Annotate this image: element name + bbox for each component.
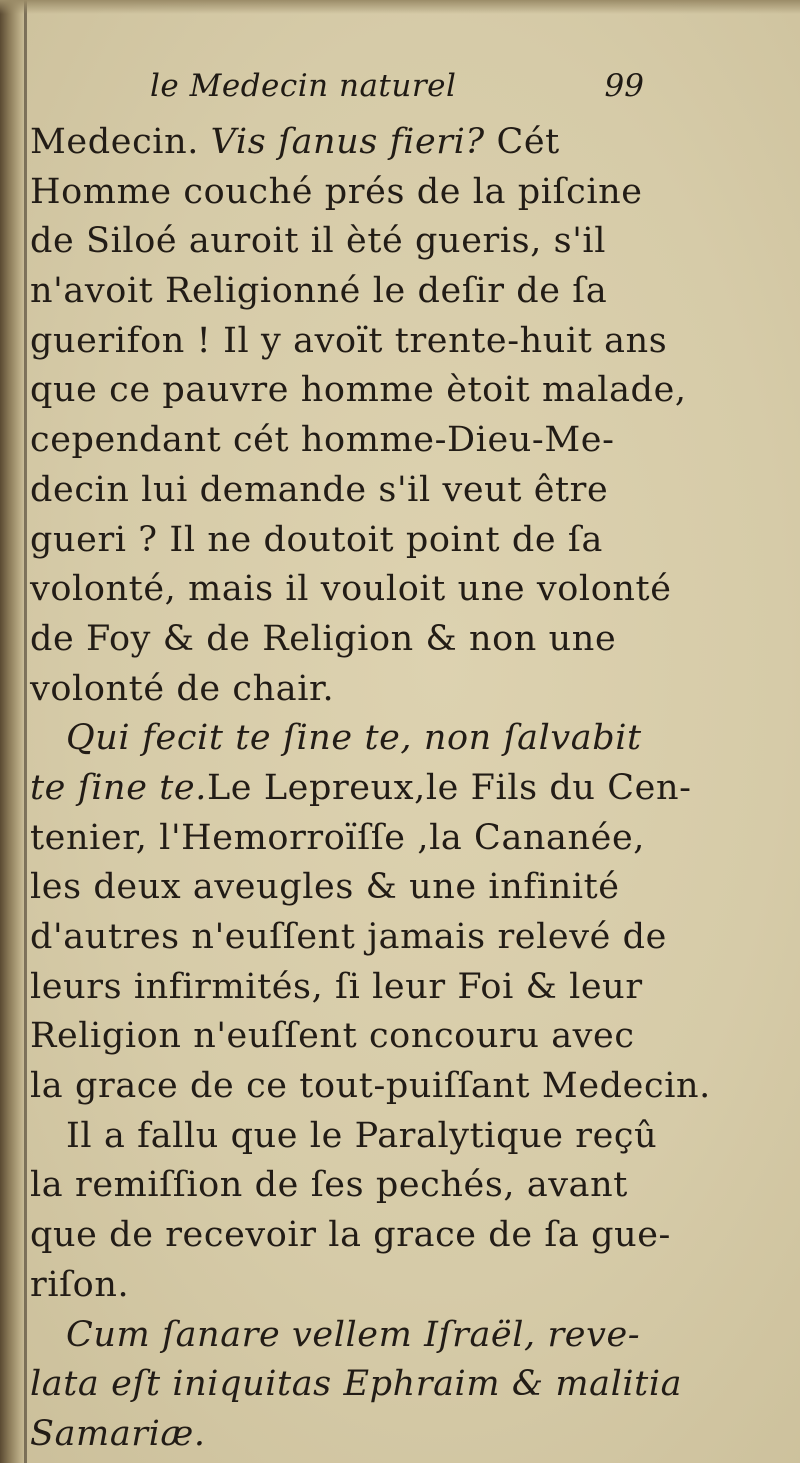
text-segment: Medecin. xyxy=(30,122,211,162)
text-segment: d'autres n'euſſent jamais relevé de xyxy=(30,917,667,957)
text-line xyxy=(30,1161,670,1211)
text-line xyxy=(30,1112,670,1162)
text-line xyxy=(30,1311,670,1361)
text-line xyxy=(30,1211,670,1261)
text-segment: les deux aveugles & une infinité xyxy=(30,867,620,908)
text-segment: volonté de chair. xyxy=(30,668,335,709)
text-line xyxy=(30,416,670,466)
text-line xyxy=(30,615,670,665)
italic-text-segment: Vis ſanus fieri? xyxy=(210,122,485,162)
text-segment: n'avoit Religionné le deſir de ſa xyxy=(30,271,608,312)
text-line xyxy=(30,366,687,416)
text-segment: cependant cét homme-Dieu-Me- xyxy=(30,420,615,461)
text-line xyxy=(30,814,670,864)
text-segment: que ce pauvre homme ètoit malade, xyxy=(30,370,687,411)
text-line xyxy=(30,1062,711,1112)
italic-text-segment: Samariæ. xyxy=(30,1413,206,1454)
text-segment: tenier, l'Hemorroïſſe ,la Cananée, xyxy=(30,817,646,858)
text-line xyxy=(30,516,670,566)
running-title: le Medecin naturel xyxy=(150,68,457,104)
italic-text-segment: lata eſt iniquitas Ephraim & malitia xyxy=(30,1364,683,1405)
text-segment: guerifon ! Il y avoït trente-huit ans xyxy=(30,320,668,361)
text-segment: de Foy & de Religion & non une xyxy=(30,618,617,659)
text-line xyxy=(30,764,692,814)
text-segment: Le Lepreux,le Fils du Cen- xyxy=(206,767,692,808)
text-segment: gueri ? Il ne doutoit point de ſa xyxy=(30,519,603,560)
page-number: 99 xyxy=(604,68,644,104)
italic-text-segment: Cum ſanare vellem Iſraël, reve- xyxy=(66,1314,641,1355)
text-line xyxy=(30,714,670,764)
body-text xyxy=(30,118,711,1460)
text-line xyxy=(30,963,670,1013)
text-line xyxy=(30,217,670,267)
text-segment: Il a fallu que le Paralytique reçû xyxy=(66,1115,658,1156)
text-line xyxy=(30,267,670,317)
text-line xyxy=(30,1261,670,1311)
text-segment: riſon. xyxy=(30,1264,130,1305)
text-line xyxy=(30,1012,670,1062)
italic-text-segment: Qui fecit te ſine te, non ſalvabit xyxy=(66,718,642,759)
text-line xyxy=(30,466,670,516)
text-segment: la remiſſion de ſes pechés, avant xyxy=(30,1165,628,1206)
text-segment: volonté, mais il vouloit une volonté xyxy=(30,569,672,610)
text-line xyxy=(30,118,670,168)
text-segment: de Siloé auroit il èté gueris, s'il xyxy=(30,221,607,262)
text-segment: Cét xyxy=(484,122,560,162)
text-line xyxy=(30,1410,670,1460)
gutter-edge xyxy=(24,0,27,1463)
italic-text-segment: te ſine te. xyxy=(30,767,207,808)
text-line xyxy=(30,863,670,913)
text-segment: Religion n'euſſent concouru avec xyxy=(30,1016,635,1057)
running-head xyxy=(150,68,650,114)
book-gutter xyxy=(0,0,26,1463)
text-segment: Homme couché prés de la piſcine xyxy=(30,171,643,212)
text-segment: decin lui demande s'il veut être xyxy=(30,469,609,510)
text-line xyxy=(30,168,670,218)
text-line xyxy=(30,565,670,615)
text-line xyxy=(30,1360,683,1410)
text-segment: leurs infirmités, ſi leur Foi & leur xyxy=(30,966,643,1007)
text-line xyxy=(30,913,670,963)
text-segment: la grace de ce tout-puiſſant Medecin. xyxy=(30,1066,711,1107)
text-line xyxy=(30,317,670,367)
text-line xyxy=(30,665,670,715)
text-segment: que de recevoir la grace de ſa gue- xyxy=(30,1215,671,1256)
page-top-edge xyxy=(0,0,800,14)
